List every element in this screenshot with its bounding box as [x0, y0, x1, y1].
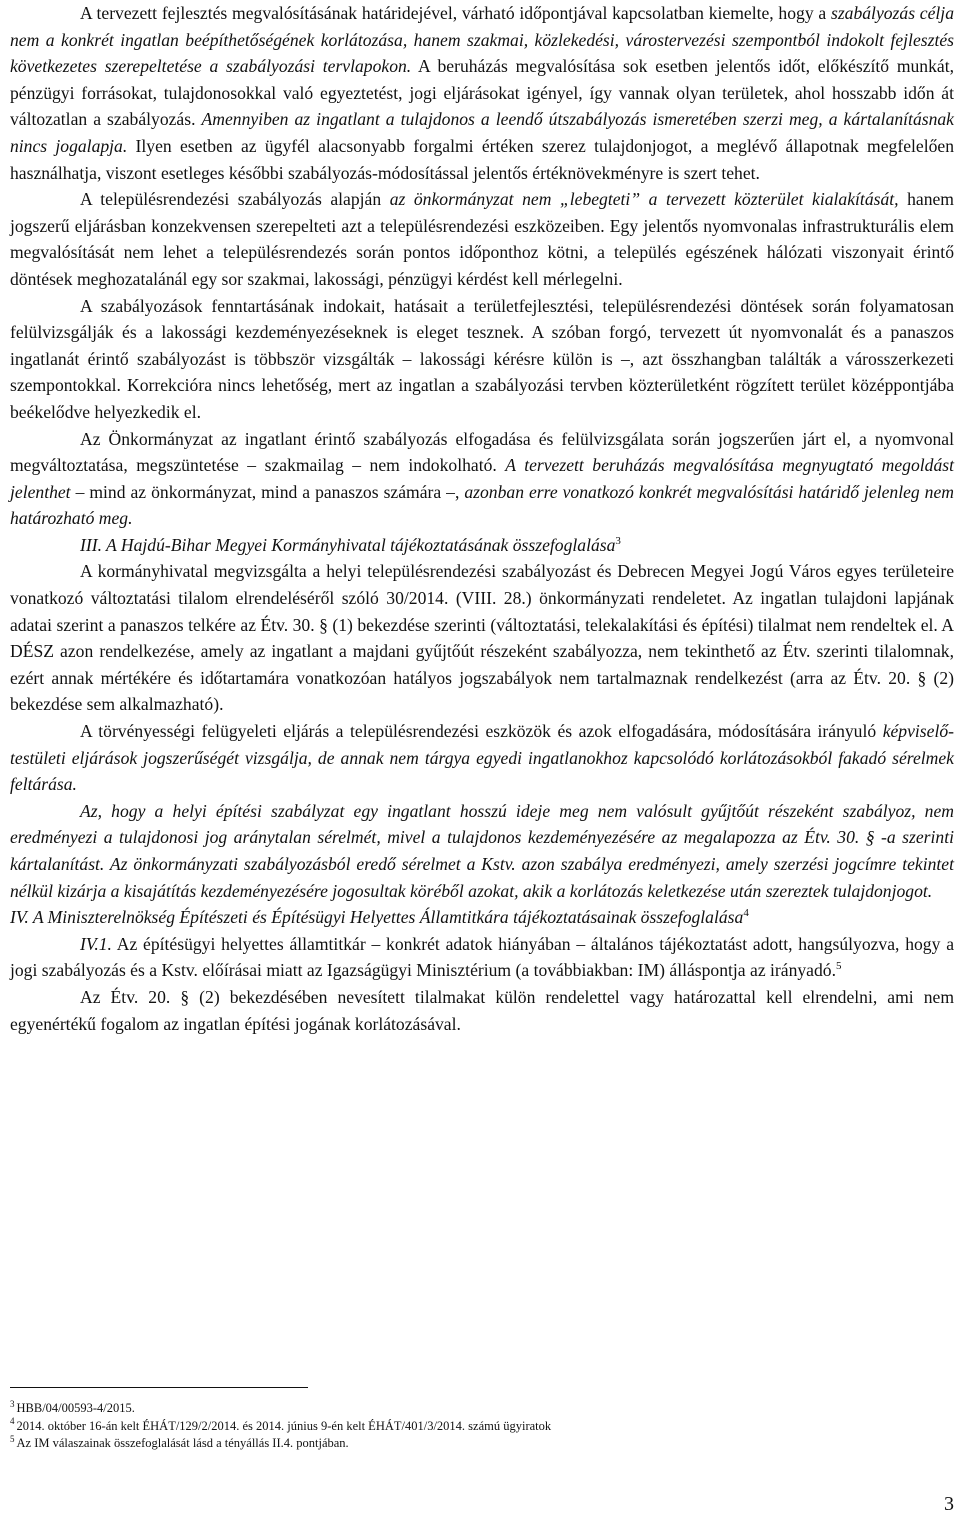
footnote-number: 5: [10, 1433, 15, 1444]
paragraph-2: [10, 186, 954, 292]
paragraph-8: [10, 931, 954, 984]
footnote-separator: [10, 1387, 308, 1388]
footnote-4: [10, 1418, 954, 1436]
italic-text-run: Az, hogy a helyi építési szabályzat egy ingatlant hosszú ideje meg nem valósult gyűjtőút részeként szabályoz, nem eredményezi a tulajdonosi jog aránytalan sérelmét, mivel a tulajdonos kezdeményezésére az megalapozza az Étv. 30. § -a szerinti kártalanítást. Az önkormányzati szabályozásból eredő sérelmet a Kstv. azon szabálya eredményezi, amely szerzési jogcímre tekintet nélkül kizárja a kisajátítás kezdeményezésére jogosultak köréből azokat, akik a korlátozás keletkezése után szereztek tulajdonjogot.: [10, 800, 954, 901]
paragraph-4: [10, 426, 954, 532]
paragraph-5: [10, 558, 954, 718]
italic-text-run: az önkormányzat nem „lebegteti” a tervezett közterület kialakítását,: [389, 189, 899, 210]
text-run: A településrendezési szabályozás alapján: [80, 189, 390, 210]
italic-text-run: IV. A Miniszterelnökség Építészeti és Építésügyi Helyettes Államtitkára tájékoztatásainak összefoglalása: [10, 907, 744, 928]
footnotes: [10, 1387, 954, 1453]
footnote-3: [10, 1400, 954, 1418]
italic-text-run: A tervezett beruházás megvalósítása megnyugtató megoldást jelenthet: [10, 455, 954, 502]
italic-text-run: Amennyiben az ingatlant a tulajdonos a leendő útszabályozás ismeretében szerzi meg, a kártalanításnak nincs jogalapja.: [10, 109, 954, 156]
footnote-text: Az IM válaszainak összefoglalását lásd a tényállás II.4. pontjában.: [16, 1436, 349, 1450]
paragraph-9: [10, 984, 954, 1037]
text-run: Az építésügyi helyettes államtitkár – konkrét adatok hiányában – általános tájékoztatást adott, hangsúlyozva, hogy a jogi szabályozás és a Kstv. előírásai miatt az Igazságügyi Minisztérium (a továbbiakban: IM) álláspontja az irányadó.: [10, 933, 954, 981]
page-number: 3: [944, 1493, 954, 1515]
text-run: hanem jogszerű eljárásban konzekvensen szerepelteti azt a településrendezési eszközeiben. Egy jelentős nyomvonalas infrastrukturális elem megvalósítását nem lehet a településrendezés során pontos időponthoz kötni, a település egészének hálózati viszonyait érintő döntések meghozatalánál egy sor szakmai, lakossági, pénzügyi kérdést kell mérlegelni.: [10, 189, 954, 289]
footnote-reference: 3: [615, 535, 621, 548]
footnote-number: 3: [10, 1398, 15, 1409]
paragraph-3: [10, 293, 954, 426]
text-run: Ilyen esetben az ügyfél alacsonyabb forgalmi értéken szerez tulajdonjogot, a meglévő állapotnak megfelelően használhatja, viszont esetleges későbbi szabályozás-módosítással jelentős értéknövekményre is szert tehet.: [10, 135, 955, 183]
italic-text-run: képviselő-testületi eljárások jogszerűségét vizsgálja, de annak nem tárgya egyedi ingatlanokhoz kapcsolódó korlátozásokból fakadó sérelmek feltárása.: [10, 721, 954, 795]
document-body: [10, 0, 954, 1037]
paragraph-6: [10, 718, 954, 798]
italic-text-run: IV.1.: [80, 933, 112, 954]
text-run: A tervezett fejlesztés megvalósításának határidejével, várható időpontjával kapcsolatban kiemelte, hogy a: [80, 3, 831, 23]
text-run: Az Önkormányzat az ingatlant érintő szabályozás elfogadása és felülvizsgálata során jogszerűen járt el, a nyomvonal megváltoztatása, megszüntetése – szakmailag – nem indokolható.: [10, 428, 954, 476]
footnote-number: 4: [10, 1416, 15, 1427]
footnote-text: HBB/04/00593-4/2015.: [16, 1401, 135, 1415]
italic-text-run: azonban erre vonatkozó konkrét megvalósítási határidő jelenleg nem határozható meg.: [10, 481, 954, 529]
footnote-5: [10, 1435, 954, 1453]
footnote-reference: 4: [743, 907, 749, 920]
text-run: A törvényességi felügyeleti eljárás a településrendezési eszközök és azok elfogadására, módosítására irányuló: [80, 721, 883, 742]
text-run: A szabályozások fenntartásának indokait, hatásait a területfejlesztési, településrendezési döntések során folyamatosan felülvizsgálják és a lakossági kezdeményezéseknek is eleget tesznek. A szóban forgó, tervezett út nyomvonalát és a panaszos ingatlanát érintő szabályozást is többször vizsgálták – lakossági kérésre külön is –, azt összhangban találták a városszerkezeti szempontokkal. Korrekcióra nincs lehetőség, mert az ingatlan a szabályozási tervben közterületként rögzített terület középpontjába beékelődve helyezkedik el.: [10, 295, 954, 422]
text-run: – mind az önkormányzat, mind a panaszos számára –,: [70, 481, 465, 502]
text-run: Az Étv. 20. § (2) bekezdésében nevesített tilalmakat külön rendelettel vagy határozattal kell elrendelni, ami nem egyenértékű fogalom az ingatlan építési jogának korlátozásával.: [10, 986, 954, 1034]
italic-text-run: szabályozás célja nem a konkrét ingatlan beépíthetőségének korlátozása, hanem szakmai, közlekedési, várostervezési szempontból indokolt fejlesztés következetes szerepeltetése a szabályozási tervlapokon.: [10, 3, 954, 77]
section-heading-iv: [10, 904, 954, 931]
text-run: A beruházás megvalósítása sok esetben jelentős időt, előkészítő munkát, pénzügyi forrásokat, tulajdonosokkal való egyeztetést, jogi eljárásokat igényel, így vannak olyan területek, ahol hosszabb időn át változatlan a szabályozás.: [10, 56, 954, 130]
paragraph-1: [10, 0, 954, 186]
italic-text-run: III. A Hajdú-Bihar Megyei Kormányhivatal tájékoztatásának összefoglalása: [80, 534, 616, 555]
paragraph-7: [10, 798, 954, 904]
text-run: A kormányhivatal megvizsgálta a helyi településrendezési szabályozást és Debrecen Megyei Jogú Város egyes területeire vonatkozó változtatási tilalom elrendeléséről szóló 30/2014. (VIII. 28.) önkormányzati rendeletet. Az ingatlan tulajdoni lapjának adatai szerint a panaszos telkére az Étv. 30. § (1) bekezdése szerinti (változtatási, telekalakítási és építési) tilalmat nem rendeltek el. A DÉSZ azon rendelkezése, amely az ingatlant a majdani gyűjtőút részeként szabályozza, nem tekinthető az Étv. szerinti tilalomnak, ezért annak mértékére és időtartamára vonatkozóan hatályos jogszabályok nem tartalmaznak rendelkezést (arra az Étv. 20. § (2) bekezdése sem alkalmazható).: [10, 561, 954, 715]
footnote-reference: 5: [835, 960, 842, 973]
section-heading-iii: [10, 532, 954, 559]
footnote-text: 2014. október 16-án kelt ÉHÁT/129/2/2014. és 2014. június 9-én kelt ÉHÁT/401/3/2014. számú ügyiratok: [16, 1418, 552, 1433]
